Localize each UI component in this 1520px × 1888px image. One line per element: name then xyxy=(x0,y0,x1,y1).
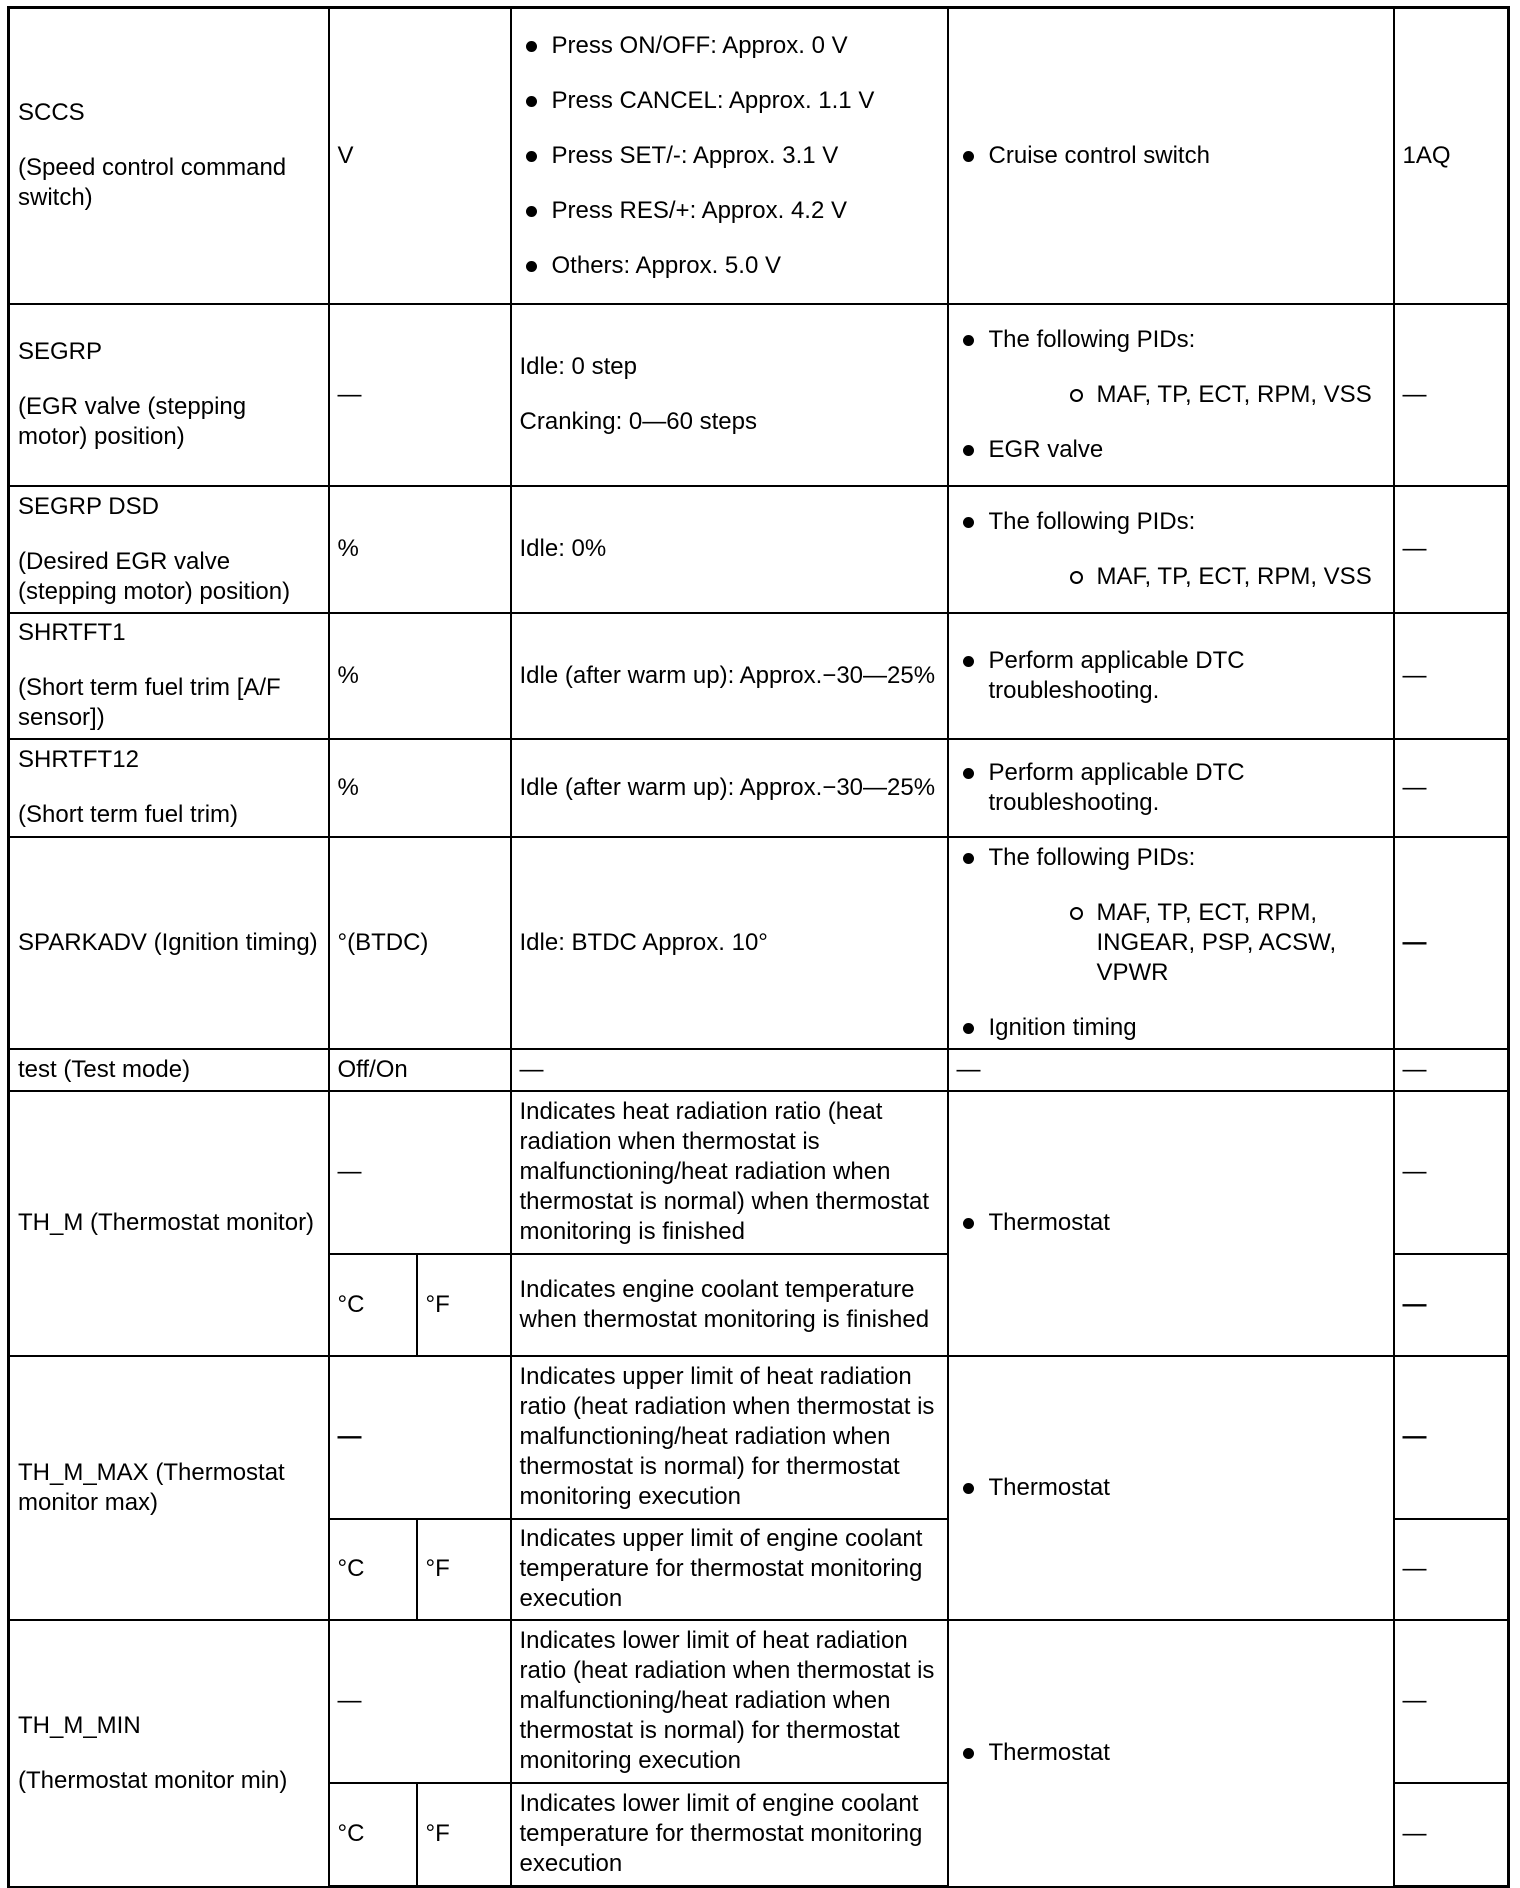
list-item: Perform applicable DTC troubleshooting. xyxy=(957,646,1385,706)
terminal-cell: — xyxy=(1394,1620,1509,1783)
condition-cell: Idle: 0 step Cranking: 0—60 steps xyxy=(511,304,948,486)
table-row xyxy=(9,1356,1509,1519)
list-item: The following PIDs: MAF, TP, ECT, RPM, INGEAR, PSP, ACSW, VPWR xyxy=(957,843,1385,988)
inspection-cell xyxy=(948,1356,1394,1620)
terminal-cell: — xyxy=(1394,1049,1509,1091)
pid-monitor-table xyxy=(7,6,1510,1888)
unit-celsius-cell: °C xyxy=(329,1783,417,1887)
inspection-cell xyxy=(948,1620,1394,1887)
list-item: Thermostat xyxy=(957,1208,1385,1238)
list-item: Press RES/+: Approx. 4.2 V xyxy=(520,196,939,226)
inspection-cell xyxy=(948,8,1394,304)
condition-cell: Indicates heat radiation ratio (heat radiation when thermostat is malfunctioning/heat radiation when thermostat is normal) when thermostat monitoring is finished xyxy=(511,1091,948,1254)
terminal-cell: — xyxy=(1394,739,1509,837)
unit-fahrenheit-cell: °F xyxy=(417,1519,511,1620)
list-item: MAF, TP, ECT, RPM, VSS xyxy=(1067,380,1385,410)
table-row xyxy=(9,837,1509,1049)
unit-cell: — xyxy=(329,1091,511,1254)
terminal-cell: — xyxy=(1394,1519,1509,1620)
table-row xyxy=(9,8,1509,304)
pid-cell: TH_M_MIN (Thermostat monitor min) xyxy=(9,1620,329,1887)
pid-cell: SEGRP DSD (Desired EGR valve (stepping motor) position) xyxy=(9,486,329,613)
pid-cell: TH_M (Thermostat monitor) xyxy=(9,1091,329,1356)
terminal-cell: — xyxy=(1394,304,1509,486)
unit-cell: % xyxy=(329,613,511,739)
unit-cell: °(BTDC) xyxy=(329,837,511,1049)
list-item: Cruise control switch xyxy=(957,141,1385,171)
unit-fahrenheit-cell: °F xyxy=(417,1254,511,1356)
condition-cell: Indicates lower limit of heat radiation ratio (heat radiation when thermostat is malfunctioning/heat radiation when thermostat is normal) for thermostat monitoring execution xyxy=(511,1620,948,1783)
list-item: Press ON/OFF: Approx. 0 V xyxy=(520,31,939,61)
pid-cell: SCCS (Speed control command switch) xyxy=(9,8,329,304)
terminal-cell: — xyxy=(1394,1254,1509,1356)
inspection-cell xyxy=(948,739,1394,837)
terminal-cell: — xyxy=(1394,613,1509,739)
unit-cell: — xyxy=(329,1620,511,1783)
condition-cell: — xyxy=(511,1049,948,1091)
unit-celsius-cell: °C xyxy=(329,1254,417,1356)
unit-cell: Off/On xyxy=(329,1049,511,1091)
condition-cell: Indicates lower limit of engine coolant temperature for thermostat monitoring execution xyxy=(511,1783,948,1887)
table-row xyxy=(9,1091,1509,1254)
inspection-cell xyxy=(948,486,1394,613)
list-item: Others: Approx. 5.0 V xyxy=(520,251,939,281)
pid-cell: SHRTFT1 (Short term fuel trim [A/F sensor]) xyxy=(9,613,329,739)
inspection-cell xyxy=(948,304,1394,486)
pid-cell: TH_M_MAX (Thermostat monitor max) xyxy=(9,1356,329,1620)
list-item: MAF, TP, ECT, RPM, VSS xyxy=(1067,562,1385,592)
terminal-cell: — xyxy=(1394,1783,1509,1887)
condition-cell: Idle (after warm up): Approx.−30—25% xyxy=(511,613,948,739)
inspection-cell xyxy=(948,613,1394,739)
terminal-cell: — xyxy=(1394,1356,1509,1519)
inspection-cell: — xyxy=(948,1049,1394,1091)
list-item: MAF, TP, ECT, RPM, INGEAR, PSP, ACSW, VPWR xyxy=(1067,898,1385,988)
pid-cell: SEGRP (EGR valve (stepping motor) position) xyxy=(9,304,329,486)
terminal-cell: — xyxy=(1394,486,1509,613)
condition-cell: Idle: BTDC Approx. 10° xyxy=(511,837,948,1049)
unit-celsius-cell: °C xyxy=(329,1519,417,1620)
list-item: The following PIDs: MAF, TP, ECT, RPM, VSS xyxy=(957,325,1385,410)
list-item: Thermostat xyxy=(957,1738,1385,1768)
condition-cell: Idle (after warm up): Approx.−30—25% xyxy=(511,739,948,837)
pid-cell: test (Test mode) xyxy=(9,1049,329,1091)
table-row xyxy=(9,739,1509,837)
list-item: Perform applicable DTC troubleshooting. xyxy=(957,758,1385,818)
list-item: EGR valve xyxy=(957,435,1385,465)
table-row xyxy=(9,486,1509,613)
list-item: Press SET/-: Approx. 3.1 V xyxy=(520,141,939,171)
unit-fahrenheit-cell: °F xyxy=(417,1783,511,1887)
list-item: The following PIDs: MAF, TP, ECT, RPM, VSS xyxy=(957,507,1385,592)
table-row xyxy=(9,613,1509,739)
terminal-cell: — xyxy=(1394,1091,1509,1254)
condition-cell: Indicates upper limit of engine coolant temperature for thermostat monitoring execution xyxy=(511,1519,948,1620)
list-item: Press CANCEL: Approx. 1.1 V xyxy=(520,86,939,116)
table-row xyxy=(9,304,1509,486)
condition-cell xyxy=(511,8,948,304)
pid-cell: SHRTFT12 (Short term fuel trim) xyxy=(9,739,329,837)
table-row xyxy=(9,1049,1509,1091)
pid-cell: SPARKADV (Ignition timing) xyxy=(9,837,329,1049)
terminal-cell: — xyxy=(1394,837,1509,1049)
condition-cell: Idle: 0% xyxy=(511,486,948,613)
inspection-cell xyxy=(948,837,1394,1049)
unit-cell: % xyxy=(329,739,511,837)
inspection-cell xyxy=(948,1091,1394,1356)
list-item: Ignition timing xyxy=(957,1013,1385,1043)
unit-cell: — xyxy=(329,1356,511,1519)
unit-cell: % xyxy=(329,486,511,613)
unit-cell: — xyxy=(329,304,511,486)
table-row xyxy=(9,1620,1509,1783)
list-item: Thermostat xyxy=(957,1473,1385,1503)
unit-cell: V xyxy=(329,8,511,304)
terminal-cell: 1AQ xyxy=(1394,8,1509,304)
condition-cell: Indicates upper limit of heat radiation ratio (heat radiation when thermostat is malfunctioning/heat radiation when thermostat is normal) for thermostat monitoring execution xyxy=(511,1356,948,1519)
condition-cell: Indicates engine coolant temperature when thermostat monitoring is finished xyxy=(511,1254,948,1356)
